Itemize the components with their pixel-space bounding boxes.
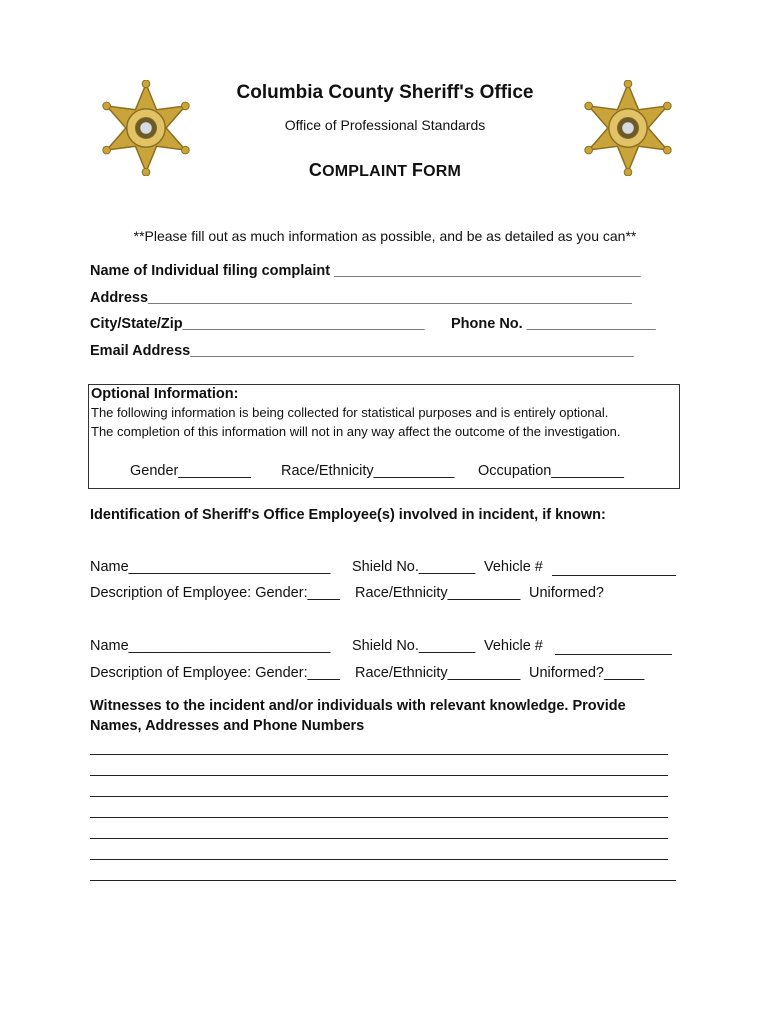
witnesses-heading-line-1: Witnesses to the incident and/or individuals with relevant knowledge. Provide [90, 698, 626, 714]
witness-line[interactable] [90, 754, 668, 755]
witness-line[interactable] [90, 796, 668, 797]
employee-2-vehicle-label: Vehicle # [484, 638, 543, 654]
optional-note-2: The completion of this information will not in any way affect the outcome of the investigation. [91, 424, 621, 439]
employee-1-name-field[interactable]: Name_________________________ [90, 559, 331, 575]
employee-2-race-field[interactable]: Race/Ethnicity_________ [355, 665, 521, 681]
employee-2-gender-field[interactable]: Description of Employee: Gender:____ [90, 665, 340, 681]
employee-section-heading: Identification of Sheriff's Office Employee(s) involved in incident, if known: [90, 507, 606, 523]
witnesses-heading-line-2: Names, Addresses and Phone Numbers [90, 718, 365, 734]
employee-1-uniformed-field[interactable]: Uniformed? [529, 585, 604, 601]
employee-1-vehicle-label: Vehicle # [484, 559, 543, 575]
employee-2-name-field[interactable]: Name_________________________ [90, 638, 331, 654]
employee-1-vehicle-field[interactable] [552, 575, 676, 576]
witness-line[interactable] [90, 775, 668, 776]
agency-title: Columbia County Sheriff's Office [236, 82, 534, 103]
city-state-zip-field[interactable]: City/State/Zip______________________________ [90, 316, 425, 332]
employee-1-race-field[interactable]: Race/Ethnicity_________ [355, 585, 521, 601]
form-title: COMPLAINT FORM [308, 160, 462, 180]
complainant-address-field[interactable]: Address____________________________________________________________ [90, 290, 632, 306]
witness-line[interactable] [90, 880, 676, 881]
complainant-name-field[interactable]: Name of Individual filing complaint ______________________________________ [90, 263, 641, 279]
witness-line[interactable] [90, 838, 668, 839]
form-instructions: **Please fill out as much information as possible, and be as detailed as you can** [133, 228, 637, 244]
gender-field[interactable]: Gender_________ [130, 463, 251, 479]
employee-2-uniformed-field[interactable]: Uniformed?_____ [529, 665, 645, 681]
employee-1-gender-field[interactable]: Description of Employee: Gender:____ [90, 585, 340, 601]
employee-1-shield-field[interactable]: Shield No._______ [352, 559, 476, 575]
office-subtitle: Office of Professional Standards [284, 117, 486, 133]
occupation-field[interactable]: Occupation_________ [478, 463, 624, 479]
witness-line[interactable] [90, 859, 668, 860]
email-field[interactable]: Email Address_______________________________________________________ [90, 343, 634, 359]
employee-2-shield-field[interactable]: Shield No._______ [352, 638, 476, 654]
race-ethnicity-field[interactable]: Race/Ethnicity__________ [281, 463, 455, 479]
employee-2-vehicle-field[interactable] [555, 654, 672, 655]
optional-note-1: The following information is being collected for statistical purposes and is entirely optional. [91, 405, 609, 420]
witness-line[interactable] [90, 817, 668, 818]
phone-field[interactable]: Phone No. ________________ [451, 316, 656, 332]
optional-heading: Optional Information: [91, 386, 239, 402]
